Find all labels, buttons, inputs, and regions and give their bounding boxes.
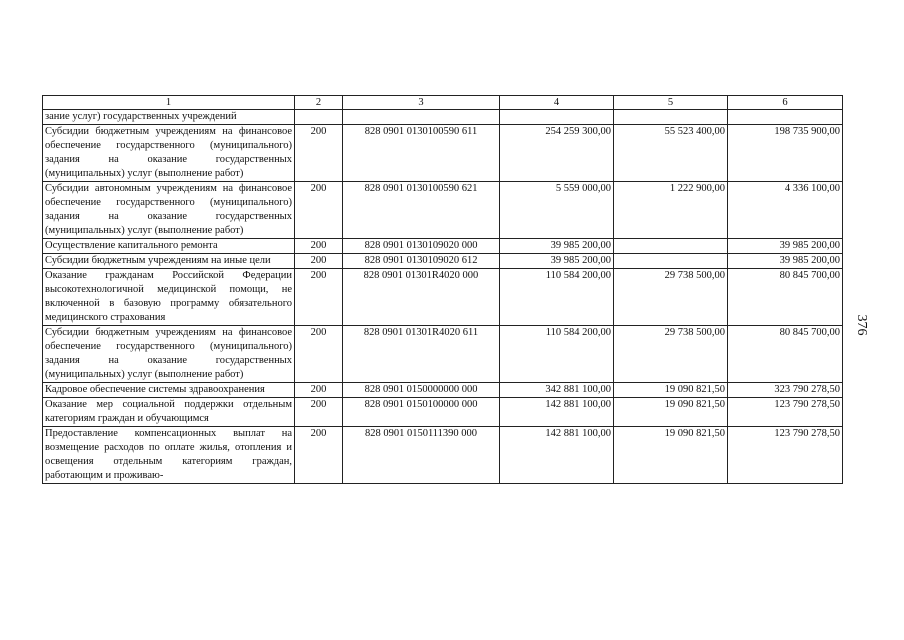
row-c6 (728, 110, 843, 125)
table-row (43, 383, 843, 398)
table-row (43, 239, 843, 254)
column-header: 6 (728, 96, 843, 110)
row-code (343, 110, 500, 125)
row-name: Оказание мер социальной поддержки отдельным категориям граждан и обучающимся (43, 398, 295, 427)
row-c4: 110 584 200,00 (500, 326, 614, 383)
row-name: Осуществление капитального ремонта (43, 239, 295, 254)
row-c2: 200 (295, 398, 343, 427)
table-row (43, 398, 843, 427)
row-c5: 55 523 400,00 (614, 125, 728, 182)
column-header: 4 (500, 96, 614, 110)
column-header: 3 (343, 96, 500, 110)
row-c6: 80 845 700,00 (728, 326, 843, 383)
row-name: Субсидии бюджетным учреждениям на финансовое обеспечение государственного (муниципального) задания на оказание государственных (муниципальных) услуг (выполнение работ) (43, 326, 295, 383)
row-c4: 39 985 200,00 (500, 239, 614, 254)
row-c5 (614, 239, 728, 254)
row-c6: 80 845 700,00 (728, 269, 843, 326)
row-code: 828 0901 0150100000 000 (343, 398, 500, 427)
row-c2: 200 (295, 383, 343, 398)
table-row (43, 269, 843, 326)
row-c2: 200 (295, 125, 343, 182)
row-name: Кадровое обеспечение системы здравоохранения (43, 383, 295, 398)
row-c4: 142 881 100,00 (500, 427, 614, 484)
row-c2: 200 (295, 239, 343, 254)
row-c2: 200 (295, 269, 343, 326)
header-row (43, 96, 843, 110)
row-c5: 19 090 821,50 (614, 427, 728, 484)
row-c5: 29 738 500,00 (614, 326, 728, 383)
page-number: 376 (854, 314, 869, 336)
table-row (43, 110, 843, 125)
row-c2: 200 (295, 254, 343, 269)
row-c6: 39 985 200,00 (728, 239, 843, 254)
row-c5: 19 090 821,50 (614, 383, 728, 398)
row-name: Предоставление компенсационных выплат на возмещение расходов по оплате жилья, отопления и освещения отдельным категориям граждан, работающим и проживаю- (43, 427, 295, 484)
column-header: 2 (295, 96, 343, 110)
row-c5: 19 090 821,50 (614, 398, 728, 427)
row-c2: 200 (295, 427, 343, 484)
row-c5: 1 222 900,00 (614, 182, 728, 239)
row-code: 828 0901 0130109020 000 (343, 239, 500, 254)
column-header: 5 (614, 96, 728, 110)
row-c6: 4 336 100,00 (728, 182, 843, 239)
row-c5 (614, 254, 728, 269)
row-code: 828 0901 0130109020 612 (343, 254, 500, 269)
column-header: 1 (43, 96, 295, 110)
row-c4 (500, 110, 614, 125)
row-c6: 323 790 278,50 (728, 383, 843, 398)
row-c4: 142 881 100,00 (500, 398, 614, 427)
row-code: 828 0901 0150111390 000 (343, 427, 500, 484)
table-row (43, 125, 843, 182)
row-c4: 5 559 000,00 (500, 182, 614, 239)
row-c6: 39 985 200,00 (728, 254, 843, 269)
row-code: 828 0901 0150000000 000 (343, 383, 500, 398)
table-row (43, 182, 843, 239)
row-name: Оказание гражданам Российской Федерации высокотехнологичной медицинской помощи, не включенной в базовую программу обязательного медицинского страхования (43, 269, 295, 326)
row-c4: 342 881 100,00 (500, 383, 614, 398)
row-code: 828 0901 01301R4020 000 (343, 269, 500, 326)
table-row (43, 254, 843, 269)
row-name: Субсидии бюджетным учреждениям на финансовое обеспечение государственного (муниципального) задания на оказание государственных (муниципальных) услуг (выполнение работ) (43, 125, 295, 182)
row-c6: 123 790 278,50 (728, 427, 843, 484)
budget-table (42, 95, 843, 484)
row-c4: 254 259 300,00 (500, 125, 614, 182)
table-row (43, 326, 843, 383)
row-c5 (614, 110, 728, 125)
row-c4: 110 584 200,00 (500, 269, 614, 326)
row-name: зание услуг) государственных учреждений (43, 110, 295, 125)
row-c2: 200 (295, 326, 343, 383)
row-c5: 29 738 500,00 (614, 269, 728, 326)
row-c2: 200 (295, 182, 343, 239)
row-code: 828 0901 01301R4020 611 (343, 326, 500, 383)
row-name: Субсидии автономным учреждениям на финансовое обеспечение государственного (муниципального) задания на оказание государственных (муниципальных) услуг (выполнение работ) (43, 182, 295, 239)
row-name: Субсидии бюджетным учреждениям на иные цели (43, 254, 295, 269)
row-code: 828 0901 0130100590 611 (343, 125, 500, 182)
row-c6: 198 735 900,00 (728, 125, 843, 182)
row-c4: 39 985 200,00 (500, 254, 614, 269)
row-c6: 123 790 278,50 (728, 398, 843, 427)
row-code: 828 0901 0130100590 621 (343, 182, 500, 239)
row-c2 (295, 110, 343, 125)
table-row (43, 427, 843, 484)
